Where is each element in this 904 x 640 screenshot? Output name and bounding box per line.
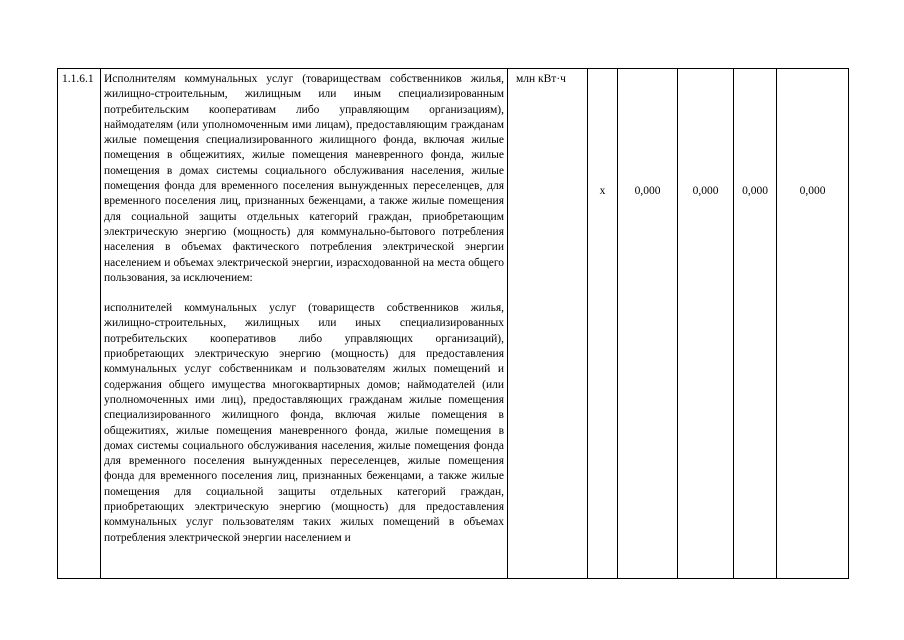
row-value-3: 0,000: [734, 69, 777, 579]
row-value-4: 0,000: [777, 69, 849, 579]
row-code: 1.1.6.1: [58, 69, 101, 579]
row-value-2: 0,000: [678, 69, 734, 579]
data-table: [57, 68, 849, 579]
row-value-1: 0,000: [618, 69, 678, 579]
description-paragraph-2: исполнителей коммунальных услуг (товариществ собственников жилья, жилищно-строительных, жилищных или иных специализированных потребительских кооперативов либо управляющих организаций), приобретающих электрическую энергию (мощность) для предоставления коммунальных услуг собственникам и пользователям жилых помещений и содержания общего имущества многоквартирных домов; наймодателей (или уполномоченных ими лиц), предоставляющих гражданам жилые помещения специализированного жилищного фонда, включая жилые помещения в общежитиях, жилые помещения маневренного фонда, жилые помещения в домах системы социального обслуживания населения, жилые помещения фонда для временного поселения вынужденных переселенцев, жилые помещения фонда для временного поселения лиц, признанных беженцами, а также жилые помещения для социальной защиты отдельных категорий граждан, приобретающих электрическую энергию (мощность) для предоставления коммунальных услуг пользователям таких жилых помещений в объемах потребления электрической энергии населением и: [104, 302, 504, 544]
row-unit: млн кВт·ч: [508, 69, 588, 579]
table-row: [58, 69, 849, 579]
row-description: [101, 69, 508, 579]
row-marker: x: [588, 69, 618, 579]
description-paragraph-1: Исполнителям коммунальных услуг (товариществам собственников жилья, жилищно-строительным, жилищным или иным специализированным потребительским кооперативам либо управляющим организациям), наймодателям (или уполномоченным ими лицам), предоставляющим гражданам жилые помещения специализированного жилищного фонда, включая жилые помещения в общежитиях, жилые помещения маневренного фонда, жилые помещения в домах системы социального обслуживания населения, жилые помещения фонда для временного поселения вынужденных переселенцев, для временного поселения лиц, признанных беженцами, а также жилые помещения для социальной защиты отдельных категорий граждан, приобретающим электрическую энергию (мощность) для коммунально-бытового потребления населения в объемах фактического потребления электрической энергии населением и объемах электрической энергии, израсходованной на места общего пользования, за исключением:: [104, 73, 504, 284]
